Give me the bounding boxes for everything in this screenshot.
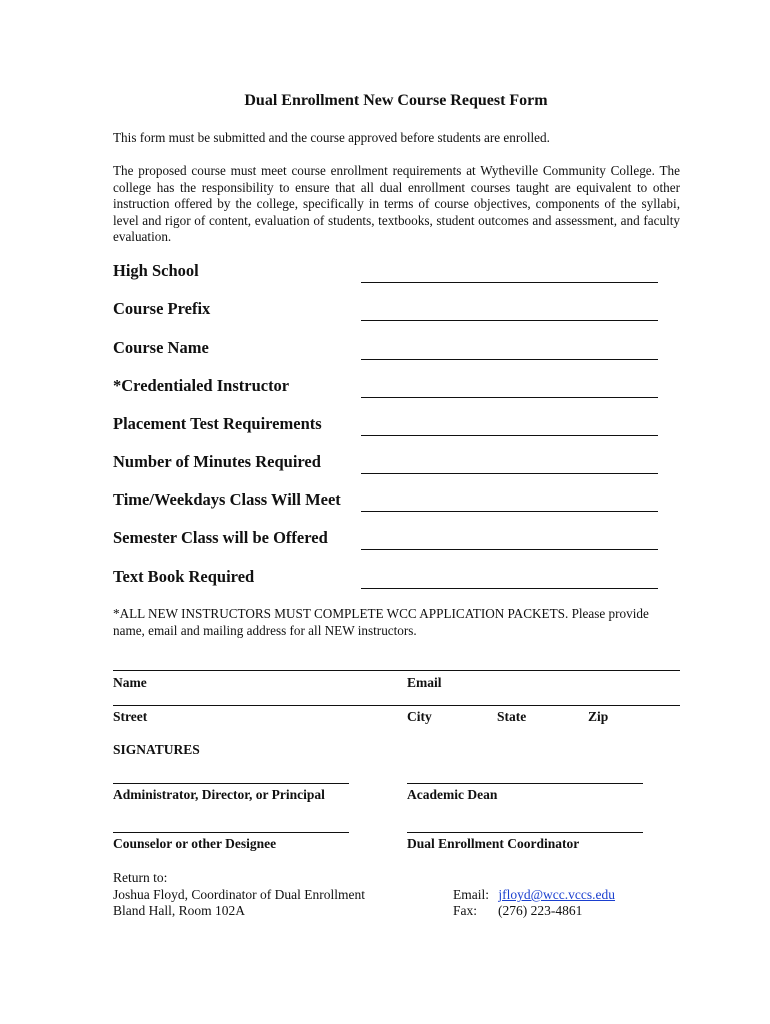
admin-signature-label: Administrator, Director, or Principal: [113, 787, 325, 802]
field-minutes-required: [113, 452, 658, 476]
return-to-block: [113, 870, 365, 920]
field-label: *Credentialed Instructor: [113, 376, 290, 395]
course-name-input-line[interactable]: [361, 359, 658, 360]
coordinator-signature-line[interactable]: [407, 832, 643, 833]
field-placement-test: [113, 414, 658, 438]
admin-signature-line[interactable]: [113, 783, 349, 784]
return-name: Joshua Floyd, Coordinator of Dual Enrollment: [113, 886, 365, 902]
fax-label-text: Fax:: [453, 903, 478, 918]
form-title: Dual Enrollment New Course Request Form: [244, 92, 548, 109]
coordinator-signature-label: Dual Enrollment Coordinator: [407, 836, 580, 851]
name-email-line[interactable]: [113, 670, 680, 671]
placement-test-input-line[interactable]: [361, 435, 658, 436]
course-prefix-input-line[interactable]: [361, 320, 658, 321]
field-label: Time/Weekdays Class Will Meet: [113, 490, 341, 509]
field-label: Semester Class will be Offered: [113, 528, 328, 547]
high-school-input-line[interactable]: [361, 282, 658, 283]
field-course-prefix: [113, 299, 658, 323]
zip-label: Zip: [588, 709, 609, 724]
email-label: Email: [407, 675, 442, 690]
field-label: Number of Minutes Required: [113, 452, 321, 471]
fax-number: (276) 223-4861: [498, 903, 583, 918]
field-text-book: [113, 567, 658, 591]
state-label: State: [497, 709, 527, 724]
street-label: Street: [113, 709, 148, 724]
signatures-heading: SIGNATURES: [113, 742, 200, 757]
field-semester: [113, 528, 658, 552]
counselor-signature-label: Counselor or other Designee: [113, 836, 277, 851]
minutes-required-input-line[interactable]: [361, 473, 658, 474]
contact-email-row: [453, 887, 615, 904]
counselor-signature-line[interactable]: [113, 832, 349, 833]
field-high-school: [113, 261, 658, 285]
field-credentialed-instructor: [113, 376, 658, 400]
city-label: City: [407, 709, 432, 724]
field-label: High School: [113, 261, 199, 280]
dean-signature-line[interactable]: [407, 783, 643, 784]
dean-signature-label: Academic Dean: [407, 787, 498, 802]
instructor-note: *ALL NEW INSTRUCTORS MUST COMPLETE WCC APPLICATION PACKETS. Please provide name, email and mailing address for all NEW instructors.: [113, 606, 649, 638]
intro-text: This form must be submitted and the course approved before students are enrolled.: [113, 130, 550, 145]
name-label: Name: [113, 675, 147, 690]
field-label: Placement Test Requirements: [113, 414, 322, 433]
contact-fax-row: [453, 903, 582, 920]
email-link[interactable]: jfloyd@wcc.vccs.edu: [498, 887, 616, 902]
semester-input-line[interactable]: [361, 549, 658, 550]
field-course-name: [113, 338, 658, 362]
return-address: Bland Hall, Room 102A: [113, 903, 245, 918]
field-time-weekdays: [113, 490, 658, 514]
field-label: Course Name: [113, 338, 209, 357]
field-label: Course Prefix: [113, 299, 211, 318]
address-line[interactable]: [113, 705, 680, 706]
time-weekdays-input-line[interactable]: [361, 511, 658, 512]
field-label: Text Book Required: [113, 567, 255, 586]
credentialed-instructor-input-line[interactable]: [361, 397, 658, 398]
email-label-text: Email:: [453, 887, 489, 902]
requirements-text: The proposed course must meet course enrollment requirements at Wytheville Community College. The college has the responsibility to ensure that all dual enrollment courses taught are equivalent to other instruction offered by the college, specifically in terms of course objectives, components of the syllabi, level and rigor of content, evaluation of students, textbooks, student outcomes and assessment, and faculty evaluation.: [113, 163, 680, 244]
return-heading: Return to:: [113, 870, 168, 885]
text-book-input-line[interactable]: [361, 588, 658, 589]
